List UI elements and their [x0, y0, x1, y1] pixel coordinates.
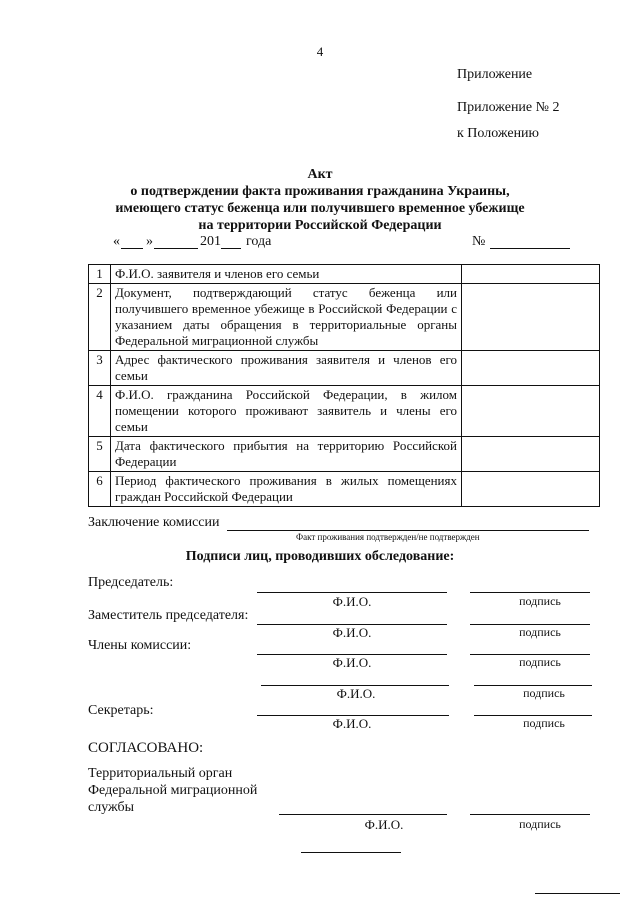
secretary-label: Секретарь:: [88, 703, 154, 718]
row-value[interactable]: [462, 351, 600, 386]
act-table: [88, 264, 600, 507]
appendix-reference: к Положению: [457, 126, 540, 141]
row-value[interactable]: [462, 437, 600, 472]
agreed-org-line-2: Федеральной миграционной: [88, 783, 258, 798]
appendix-label: Приложение: [457, 67, 533, 82]
table-row: [89, 386, 600, 437]
document-title-line-3: имеющего статус беженца или получившего временное убежище: [115, 201, 525, 216]
agreed-org-line-3: службы: [88, 800, 135, 815]
row-value[interactable]: [462, 386, 600, 437]
fio-caption: Ф.И.О.: [332, 655, 372, 670]
signature-caption: подпись: [523, 716, 565, 730]
chairman-name-field[interactable]: [257, 592, 447, 593]
row-label: Адрес фактического проживания заявителя и членов его семьи: [111, 351, 462, 386]
row-number: 2: [89, 284, 111, 351]
row-value[interactable]: [462, 265, 600, 284]
deputy-label: Заместитель председателя:: [88, 608, 249, 623]
row-label: Ф.И.О. заявителя и членов его семьи: [111, 265, 462, 284]
row-value[interactable]: [462, 472, 600, 507]
footer-divider: [301, 852, 401, 853]
page-number: 4: [316, 44, 324, 59]
signature-caption: подпись: [519, 817, 561, 831]
fio-caption: Ф.И.О.: [332, 594, 372, 609]
agreed-label: СОГЛАСОВАНО:: [88, 740, 204, 756]
document-title-line-2: о подтверждении факта проживания гражданина Украины,: [130, 184, 510, 199]
act-number-sign: №: [472, 234, 486, 249]
row-value[interactable]: [462, 284, 600, 351]
row-label: Документ, подтверждающий статус беженца или получившего временное убежище в Российской Федерации с указанием даты обращения в территориальные органы Федеральной миграционной службы: [111, 284, 462, 351]
agreed-signature-field[interactable]: [470, 814, 590, 815]
members-label: Члены комиссии:: [88, 638, 192, 653]
date-quote-open: «: [113, 234, 120, 249]
signature-caption: подпись: [519, 594, 561, 608]
conclusion-label: Заключение комиссии: [88, 515, 220, 530]
signature-caption: подпись: [523, 686, 565, 700]
row-number: 5: [89, 437, 111, 472]
row-number: 6: [89, 472, 111, 507]
date-year-prefix: 201: [200, 234, 221, 249]
row-number: 3: [89, 351, 111, 386]
fio-caption: Ф.И.О.: [364, 817, 404, 832]
row-label: Период фактического проживания в жилых помещениях граждан Российской Федерации: [111, 472, 462, 507]
row-label: Ф.И.О. гражданина Российской Федерации, в жилом помещении которого проживают заявитель и члены его семьи: [111, 386, 462, 437]
signature-caption: подпись: [519, 625, 561, 639]
corner-mark: [535, 893, 620, 894]
date-year-field[interactable]: [221, 248, 241, 249]
row-label: Дата фактического прибытия на территорию Российской Федерации: [111, 437, 462, 472]
appendix-number: Приложение № 2: [457, 100, 560, 115]
fio-caption: Ф.И.О.: [332, 716, 372, 731]
table-row: [89, 265, 600, 284]
chairman-signature-field[interactable]: [470, 592, 590, 593]
agreed-org-line-1: Территориальный орган: [88, 766, 233, 781]
date-quote-close: »: [146, 234, 153, 249]
table-row: [89, 472, 600, 507]
conclusion-hint: Факт проживания подтвержден/не подтвержден: [296, 532, 480, 542]
fio-caption: Ф.И.О.: [332, 625, 372, 640]
document-title: Акт: [307, 167, 333, 182]
conclusion-field[interactable]: [227, 530, 589, 531]
signature-caption: подпись: [519, 655, 561, 669]
date-day-field[interactable]: [121, 248, 143, 249]
row-number: 1: [89, 265, 111, 284]
fio-caption: Ф.И.О.: [336, 686, 376, 701]
act-number-field[interactable]: [490, 248, 570, 249]
agreed-name-field[interactable]: [279, 814, 447, 815]
date-month-field[interactable]: [154, 248, 198, 249]
row-number: 4: [89, 386, 111, 437]
date-year-word: года: [246, 234, 272, 249]
table-row: [89, 351, 600, 386]
chairman-label: Председатель:: [88, 575, 174, 590]
table-row: [89, 284, 600, 351]
table-row: [89, 437, 600, 472]
document-title-line-4: на территории Российской Федерации: [198, 218, 442, 233]
signatures-heading: Подписи лиц, проводивших обследование:: [185, 549, 455, 564]
